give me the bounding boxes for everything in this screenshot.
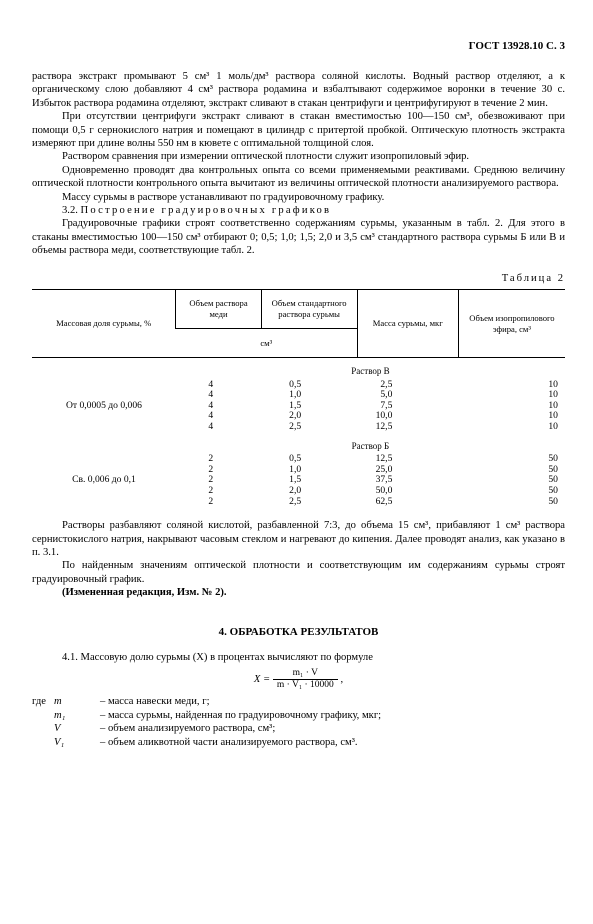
cell-antimony-mass: 10,0: [375, 410, 393, 422]
edition-note: (Измененная редакция, Изм. № 2).: [62, 587, 227, 599]
cell-antimony-mass: 25,0: [375, 463, 393, 475]
group-label: Св. 0,006 до 0,1: [72, 474, 136, 486]
cell-antimony-mass: 2,5: [380, 378, 393, 390]
cell-copper-volume: 2: [208, 463, 214, 475]
paragraph: Градуировочные графики строят соответственно содержаниям сурьмы, указанным в табл. 2. Для этого в стаканы вместимостью 100—150 см³ отбирают 0; 0,5; 1,0; 1,5; 2,0 и 3,5 см³ стандартного раствора сурьмы Б или В и объемы раствора меди, соответствующие табл. 2.: [32, 218, 565, 257]
cell-ether-volume: 10: [548, 389, 558, 401]
legend-line: [32, 722, 565, 735]
cell-ether-volume: 10: [548, 399, 558, 411]
legend-prefix: где: [32, 696, 46, 708]
group-title: Раствор Б: [351, 440, 390, 451]
cell-ether-volume: 10: [548, 378, 558, 390]
cell-ether-volume: 50: [548, 474, 558, 486]
group-header-row: [32, 433, 565, 455]
cell-standard-volume: 1,0: [289, 389, 302, 401]
formula-intro: 4.1. Массовую долю сурьмы (X) в процентах вычисляют по формуле: [62, 652, 373, 664]
legend-description: – масса сурьмы, найденная по градуировочному графику, мкг;: [100, 709, 382, 721]
cell-copper-volume: 2: [208, 485, 214, 497]
legend-description: – масса навески меди, г;: [100, 696, 210, 708]
col-header-ether-volume: Объем изопропилового эфира, см³: [458, 290, 565, 358]
cell-ether-volume: 50: [548, 463, 558, 475]
cell-copper-volume: 4: [208, 378, 214, 390]
cell-standard-volume: 0,5: [289, 378, 302, 390]
legend-line: [32, 709, 565, 722]
legend-line: [32, 736, 565, 749]
paragraph: раствора экстракт промывают 5 см³ 1 моль/дм³ раствора соляной кислоты. Водный раствор отделяют, а к органическому слою добавляют 4 см³ раствора родамина и взбалтывают содержимое воронки в течение 30 с. Избыток раствора родамина отделяют, экстракт сливают в стакан центрифуги и центрифугируют в течение 2 мин.: [32, 71, 565, 109]
col-header-mass-fraction: Массовая доля сурьмы, %: [32, 290, 176, 358]
cell-antimony-mass: 37,5: [375, 474, 393, 486]
legend-description: – объем аликвотной части анализируемого раствора, см³.: [100, 736, 358, 748]
paragraph: При отсутствии центрифуги экстракт сливают в стакан вместимостью 100—150 см³, обезвоживают при помощи 0,5 г сернокислого натрия и помещают в цилиндр с притертой пробкой. Оптическую плотность экстракта измеряют при длине волны 550 нм в кювете с оптимальной толщиной слоя.: [32, 111, 565, 150]
cell-ether-volume: 50: [548, 453, 558, 465]
cell-standard-volume: 2,0: [289, 410, 302, 422]
page-body: [32, 70, 565, 749]
col-header-antimony-mass: Масса сурьмы, мкг: [357, 290, 458, 358]
cell-ether-volume: 50: [548, 485, 558, 497]
cell-copper-volume: 2: [208, 453, 214, 465]
col-header-copper-volume: Объем раствора меди: [176, 290, 261, 329]
section-4-title: 4. ОБРАБОТКА РЕЗУЛЬТАТОВ: [218, 625, 379, 638]
cell-antimony-mass: 50,0: [375, 485, 393, 497]
section-number: 3.2.: [62, 205, 78, 217]
section-3-2-heading: [32, 204, 565, 217]
legend-symbol: V₁: [54, 736, 65, 748]
formula-legend: [32, 695, 565, 749]
cell-standard-volume: 1,5: [289, 474, 302, 486]
table-caption: Таблица 2: [501, 272, 565, 284]
legend-symbol: m: [54, 696, 62, 708]
page-header: ГОСТ 13928.10 С. 3: [468, 40, 565, 52]
col-header-standard-volume: Объем стандартного раствора сурьмы: [261, 290, 357, 329]
cell-copper-volume: 4: [208, 389, 214, 401]
legend-prefix: [32, 736, 54, 749]
formula-denominator: m · V₁ · 10000: [276, 680, 334, 691]
cell-standard-volume: 2,5: [289, 495, 302, 507]
calibration-table: [32, 289, 565, 507]
col-header-unit: см³: [176, 329, 357, 358]
cell-antimony-mass: 12,5: [375, 421, 393, 433]
cell-standard-volume: 1,5: [289, 399, 302, 411]
formula: [32, 668, 565, 691]
cell-copper-volume: 4: [208, 410, 214, 422]
paragraph: Массу сурьмы в растворе устанавливают по градуировочному графику.: [62, 191, 385, 203]
legend-symbol: m₁: [54, 709, 66, 721]
cell-copper-volume: 4: [208, 399, 214, 411]
table-body: [32, 358, 565, 508]
formula-lhs: X =: [253, 674, 271, 686]
cell-copper-volume: 2: [208, 495, 214, 507]
legend-prefix: [32, 722, 54, 735]
paragraph: Растворы разбавляют соляной кислотой, разбавленной 7:3, до объема 15 см³, прибавляют 1 см³ раствора сернистокислого натрия, накрывают часовым стеклом и нагревают до кипения. Далее проводят анализ, как указано в п. 3.1.: [32, 520, 565, 559]
cell-copper-volume: 4: [208, 421, 214, 433]
paragraph: По найденным значениям оптической плотности и соответствующим им содержаниям сурьмы строят градуировочный график.: [32, 560, 565, 585]
legend-prefix: [32, 709, 54, 722]
legend-line: [32, 695, 565, 708]
formula-fraction: [273, 668, 338, 691]
cell-standard-volume: 0,5: [289, 453, 302, 465]
cell-ether-volume: 50: [548, 495, 558, 507]
formula-numerator: m₁ · V: [273, 668, 338, 680]
cell-standard-volume: 2,5: [289, 421, 302, 433]
cell-ether-volume: 10: [548, 421, 558, 433]
group-header-row: [32, 358, 565, 380]
cell-antimony-mass: 12,5: [375, 453, 393, 465]
cell-copper-volume: 2: [208, 474, 214, 486]
cell-antimony-mass: 7,5: [380, 399, 393, 411]
paragraph: Одновременно проводят два контрольных опыта со всеми применяемыми реактивами. Среднюю величину оптической плотности контрольного опыта вычитают из величины оптической плотности анализируемого раствора.: [32, 164, 565, 190]
legend-symbol: V: [54, 723, 61, 735]
cell-antimony-mass: 62,5: [375, 495, 393, 507]
formula-tail: ,: [340, 674, 344, 686]
cell-antimony-mass: 5,0: [380, 389, 393, 401]
legend-description: – объем анализируемого раствора, см³;: [100, 723, 276, 735]
section-title: Построение градуировочных графиков: [80, 205, 332, 217]
group-title: Раствор В: [351, 366, 390, 377]
cell-standard-volume: 1,0: [289, 463, 302, 475]
paragraph: Раствором сравнения при измерении оптической плотности служит изопропиловый эфир.: [62, 151, 470, 163]
cell-standard-volume: 2,0: [289, 485, 302, 497]
cell-ether-volume: 10: [548, 410, 558, 422]
group-label: От 0,0005 до 0,006: [65, 399, 142, 411]
